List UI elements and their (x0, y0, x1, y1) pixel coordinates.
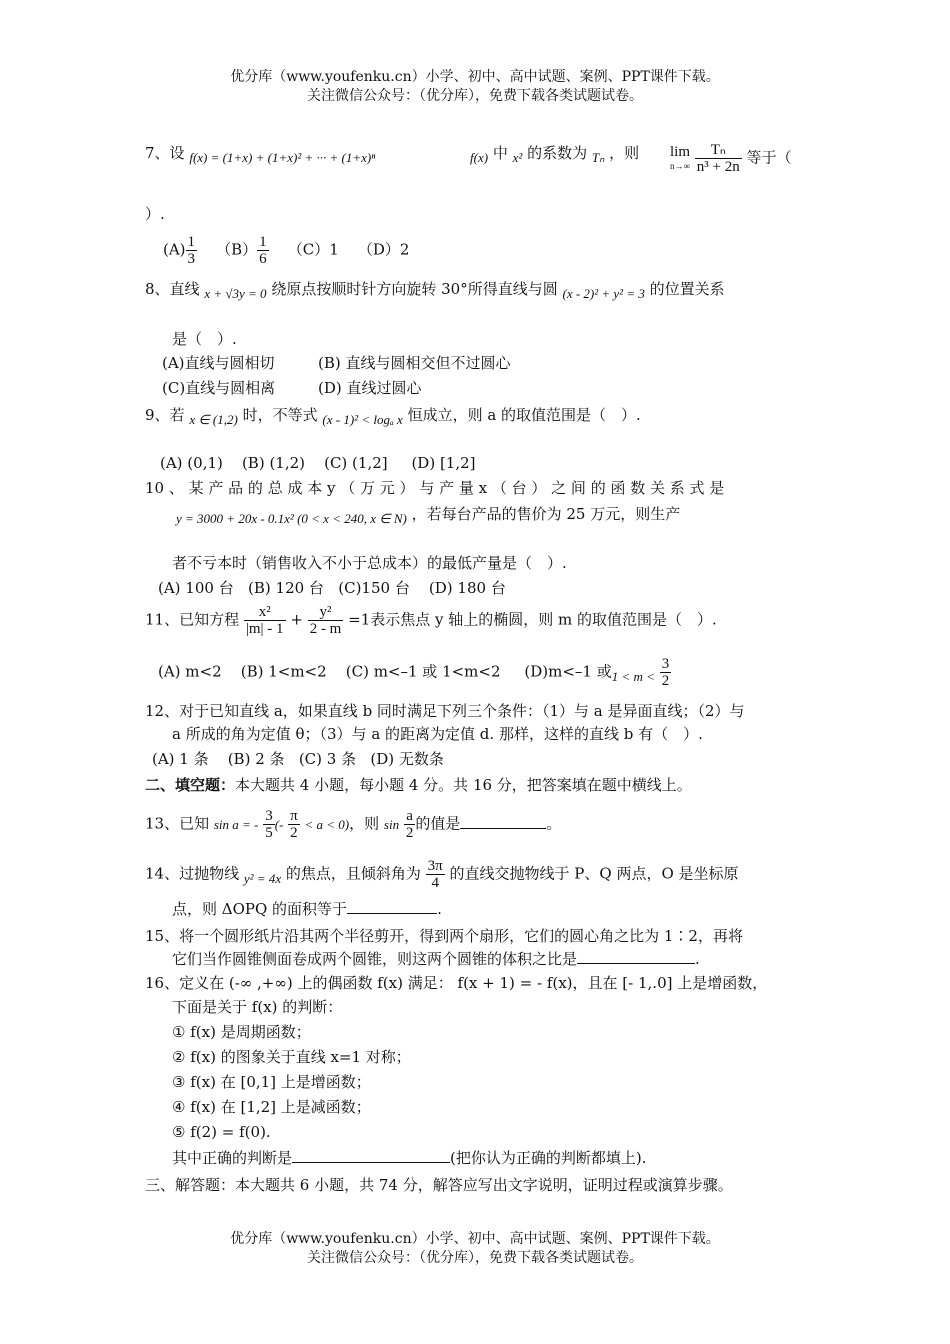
q8-option-b: (B) 直线与圆相交但不过圆心 (318, 354, 511, 372)
q7-text: f(x) 中 x² 的系数为 Tₙ ，则 (470, 144, 640, 165)
q7-cont: ）. (145, 205, 165, 223)
q16-item-3: ③ f(x) 在 [0,1] 上是增函数； (172, 1073, 371, 1091)
q8-option-d: (D) 直线过圆心 (318, 379, 422, 397)
question-9: 9、若 x ∈ (1,2) 时，不等式 (x - 1)² < logₐ x 恒成立，则 a 的取值范围是（ ）. (145, 406, 641, 427)
q11-options: (A) m<2 (B) 1<m<2 (C) m<–1 或 1<m<2 (D)m<–1 或1 < m < $\frac{3}{2}$ (158, 656, 670, 689)
q16-answer-blank[interactable] (292, 1148, 450, 1163)
footer-line-2: 关注微信公众号：（优分库），免费下载各类试题试卷。 (307, 1250, 643, 1266)
question-14: 14、过抛物线 y² = 4x 的焦点，且倾斜角为 $\frac{3\pi}{4}$ 的直线交抛物线于 P、Q 两点，O 是坐标原 (145, 858, 739, 891)
q10-options: (A) 100 台 (B) 120 台 (C)150 台 (D) 180 台 (158, 579, 506, 597)
header-line-1: 优分库（www.youfenku.cn）小学、初中、高中试题、案例、PPT课件下载。 (230, 69, 720, 85)
q8-cont: 是（ ）. (172, 330, 237, 348)
question-8: 8、直线 x + √3y = 0 绕原点按顺时针方向旋转 30°所得直线与圆 (x - 2)² + y² = 3 的位置关系 (145, 280, 725, 301)
header-line-2: 关注微信公众号：（优分库），免费下载各类试题试卷。 (307, 88, 643, 104)
question-12: 12、对于已知直线 a，如果直线 b 同时满足下列三个条件：（1）与 a 是异面直线；（2）与 (145, 702, 745, 720)
q12-line2: a 所成的角为定值 θ；（3）与 a 的距离为定值 d. 那样，这样的直线 b 有（ ）. (172, 725, 703, 743)
q13-fraction-pi-2: $\frac{\pi}{2}$ (290, 808, 298, 841)
q14-answer-blank[interactable] (347, 899, 437, 914)
limit-symbol: lim n→∞ (670, 143, 691, 171)
question-10: 10 、 某 产 品 的 总 成 本 y （ 万 元 ） 与 产 量 x （ 台 ） 之 间 的 函 数 关 系 式 是 (145, 479, 725, 497)
question-11: 11、已知方程 $\frac{\text{x²}}{|m| - 1}$ + $\frac{\text{y²}}{2 - m}$ =1表示焦点 y 轴上的椭圆，则 m 的取值范围是（ ）. (145, 604, 717, 637)
q16-answer-line: 其中正确的判断是 (把你认为正确的判断都填上). (172, 1149, 647, 1167)
q13-fraction-3-5: $\frac{3}{5}$ (265, 808, 273, 841)
q10-formula-line: y = 3000 + 20x - 0.1x² (0 < x < 240, x ∈ N) ，若每台产品的售价为 25 万元，则生产 (176, 505, 681, 526)
q16-item-2: ② f(x) 的图象关于直线 x=1 对称； (172, 1048, 411, 1066)
q11-fraction-1: $\frac{\text{x²}}{|m| - 1}$ (245, 604, 284, 637)
section-2-title: 二、填空题：本大题共 4 小题，每小题 4 分。共 16 分，把答案填在题中横线上。 (145, 776, 692, 794)
q7-option-b-fraction: $\frac{1}{6}$ (259, 234, 267, 267)
q16-item-4: ④ f(x) 在 [1,2] 上是减函数； (172, 1098, 371, 1116)
q14-line2: 点，则 ΔOPQ 的面积等于 . (172, 900, 442, 918)
q8-option-a: (A)直线与圆相切 (162, 354, 275, 372)
question-7: 7、设 f(x) = (1+x) + (1+x)² + ··· + (1+x)ⁿ (145, 144, 376, 165)
q16-item-5: ⑤ f(2) = f(0). (172, 1123, 271, 1141)
question-15: 15、将一个圆形纸片沿其两个半径剪开，得到两个扇形，它们的圆心角之比为 1∶2，再将 (145, 927, 743, 945)
q11-option-d-fraction: $\frac{3}{2}$ (661, 656, 670, 689)
q10-line3: 者不亏本时（销售收入不小于总成本）的最低产量是（ ）. (172, 554, 567, 572)
q15-answer-blank[interactable] (577, 949, 695, 964)
q7-limit: lim n→∞ $\frac{\text{Tₙ}}{\text{n³ + 2n}}$ 等于（ (670, 142, 792, 175)
section-3-title: 三、解答题：本大题共 6 小题，共 74 分，解答应写出文字说明，证明过程或演算步骤。 (145, 1176, 733, 1194)
q13-fraction-a-2: $\frac{a}{2}$ (405, 808, 414, 841)
q16-item-1: ① f(x) 是周期函数； (172, 1023, 311, 1041)
q8-option-c: (C)直线与圆相离 (162, 379, 276, 397)
q7-options: (A) $\frac{1}{3}$ （B） $\frac{1}{6}$ （C）1 （D）2 (163, 234, 410, 267)
q9-options: (A) (0,1) (B) (1,2) (C) (1,2] (D) [1,2] (160, 454, 476, 472)
q16-line2: 下面是关于 f(x) 的判断： (172, 998, 343, 1016)
q11-fraction-2: $\frac{\text{y²}}{2 - m}$ (309, 604, 342, 637)
question-16: 16、定义在 (-∞ ,+∞) 上的偶函数 f(x) 满足： f(x + 1) = - f(x)，且在 [- 1,.0] 上是增函数， (145, 974, 768, 992)
footer-line-1: 优分库（www.youfenku.cn）小学、初中、高中试题、案例、PPT课件下载。 (230, 1231, 720, 1247)
q12-options: (A) 1 条 (B) 2 条 (C) 3 条 (D) 无数条 (152, 750, 444, 768)
q7-formula: f(x) = (1+x) + (1+x)² + ··· + (1+x)ⁿ (189, 150, 376, 165)
q14-angle-fraction: $\frac{3\pi}{4}$ (427, 858, 443, 891)
q7-fraction: $\frac{\text{Tₙ}}{\text{n³ + 2n}}$ (696, 142, 740, 175)
question-13: 13、已知 sin a = - $\frac{3}{5}$ (- $\frac{\pi}{2}$ < a < 0)，则 sin $\frac{a}{2}$ 的值是 。 (145, 808, 562, 841)
q15-line2: 它们当作圆锥侧面卷成两个圆锥，则这两个圆锥的体积之比是 . (172, 950, 700, 968)
q13-answer-blank[interactable] (460, 814, 546, 829)
q7-option-a-fraction: $\frac{1}{3}$ (187, 234, 196, 267)
